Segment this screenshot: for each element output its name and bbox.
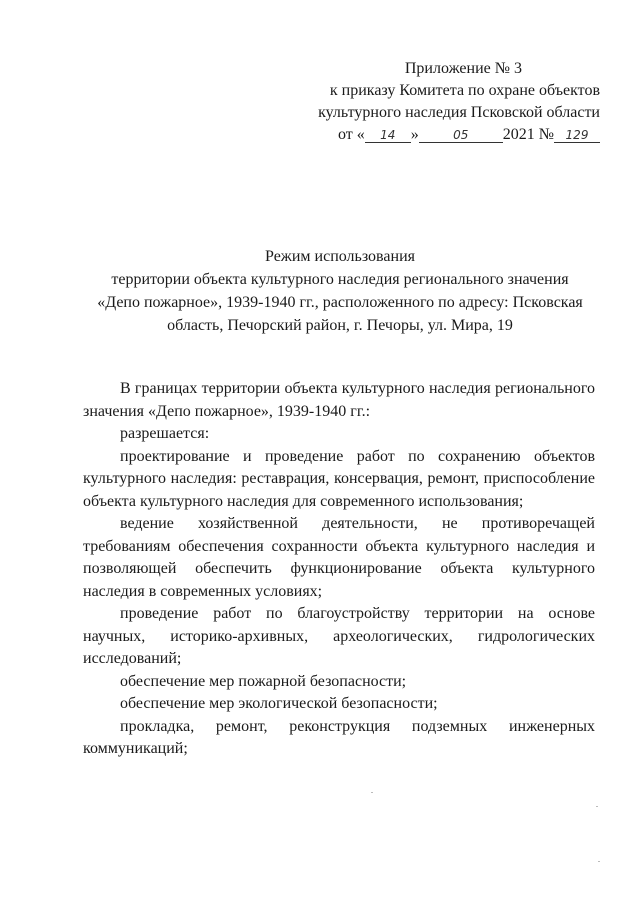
appendix-header	[300, 58, 600, 146]
paragraph-allowed: разрешается:	[120, 425, 210, 442]
appendix-number: Приложение № 3	[404, 60, 522, 77]
paragraph-economic-activity: ведение хозяйственной деятельности, не противоречащей требованиям обеспечения сохранности объекта культурного наследия и позволяющей обеспечить функционирование объекта культурного наследия в современных условиях;	[83, 515, 595, 600]
committee-name: культурного наследия Псковской области	[318, 104, 600, 121]
order-date-line	[338, 124, 600, 146]
document-title	[60, 245, 620, 337]
order-reference: к приказу Комитета по охране объектов	[329, 82, 600, 99]
handwritten-day: 14	[365, 128, 411, 143]
paragraph-utilities: прокладка, ремонт, реконструкция подземных инженерных коммуникаций;	[83, 717, 595, 757]
scan-speck	[596, 806, 598, 807]
scan-speck	[371, 792, 373, 793]
title-line-1: Режим использования	[265, 248, 415, 265]
paragraph-intro: В границах территории объекта культурного наследия регионального значения «Депо пожарное», 1939-1940 гг.:	[83, 380, 595, 420]
date-mid: »	[410, 126, 419, 143]
date-prefix: от «	[337, 126, 365, 143]
handwritten-month: 05	[419, 128, 503, 143]
title-line-2: территории объекта культурного наследия регионального значения	[111, 271, 569, 288]
paragraph-fire-safety: обеспечение мер пожарной безопасности;	[120, 672, 407, 690]
paragraph-design-works: проектирование и проведение работ по сохранению объектов культурного наследия: реставрация, консервация, ремонт, приспособление объекта культурного наследия для современного использования;	[83, 447, 595, 510]
handwritten-order-number: 129	[554, 128, 600, 143]
document-body	[83, 378, 595, 761]
title-line-3: «Депо пожарное», 1939-1940 гг., расположенного по адресу: Псковская	[97, 294, 583, 311]
paragraph-landscaping: проведение работ по благоустройству территории на основе научных, историко-архивных, археологических, гидрологических исследований;	[83, 605, 595, 667]
title-line-4: область, Печорский район, г. Печоры, ул. Мира, 19	[167, 317, 513, 334]
scan-speck	[598, 861, 600, 862]
paragraph-ecological-safety: обеспечение мер экологической безопасности;	[120, 695, 438, 712]
year-and-number-label: 2021 №	[502, 126, 554, 143]
